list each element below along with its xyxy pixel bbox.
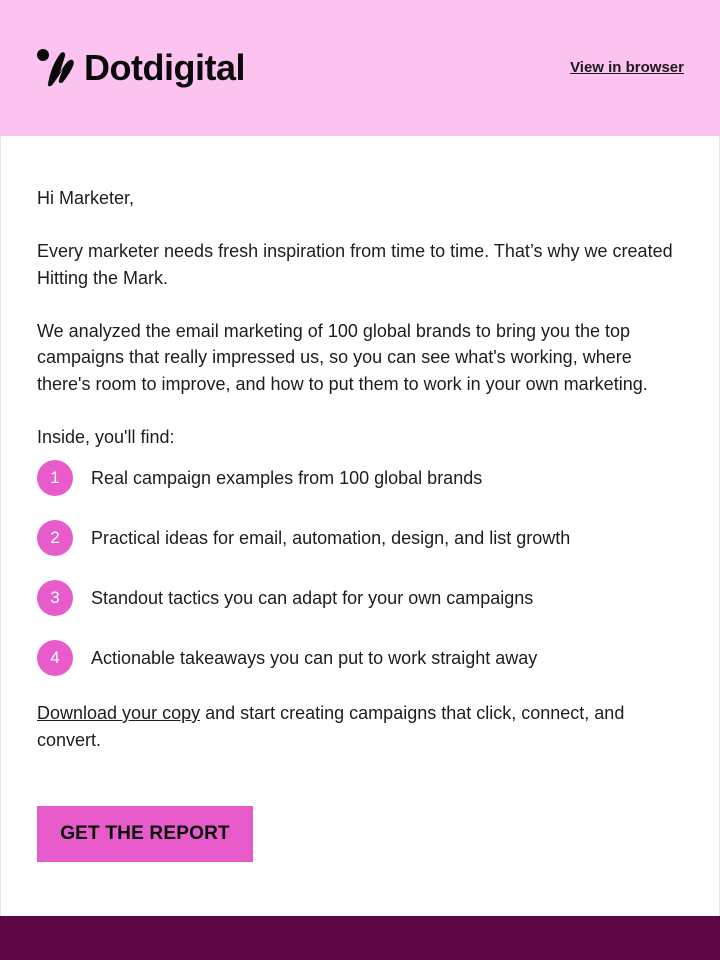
brand-logo[interactable] bbox=[36, 46, 245, 90]
dotdigital-logo-icon bbox=[36, 46, 76, 90]
number-badge: 1 bbox=[37, 460, 73, 496]
list-item-text: Standout tactics you can adapt for your own campaigns bbox=[91, 587, 534, 608]
list-item-text: Actionable takeaways you can put to work straight away bbox=[91, 647, 538, 668]
inside-heading: Inside, you'll find: bbox=[37, 426, 175, 447]
list-item-text: Real campaign examples from 100 global brands bbox=[91, 467, 483, 488]
download-paragraph bbox=[37, 700, 687, 753]
brand-name: Dotdigital bbox=[84, 47, 245, 88]
intro-paragraph: Every marketer needs fresh inspiration from time to time. That’s why we created Hitting the Mark. bbox=[37, 241, 673, 288]
get-report-button[interactable]: GET THE REPORT bbox=[37, 806, 253, 862]
list-item-text: Practical ideas for email, automation, design, and list growth bbox=[91, 527, 571, 548]
number-badge: 2 bbox=[37, 520, 73, 556]
number-badge: 3 bbox=[37, 580, 73, 616]
list-item bbox=[37, 460, 687, 496]
email-footer bbox=[0, 916, 720, 960]
list-item bbox=[37, 640, 687, 676]
feature-list bbox=[37, 460, 687, 676]
view-in-browser-link[interactable]: View in browser bbox=[570, 59, 684, 76]
greeting: Hi Marketer, bbox=[37, 188, 135, 208]
list-item bbox=[37, 580, 687, 616]
email-content bbox=[37, 185, 687, 780]
download-paragraph-text: and start creating campaigns that click, connect, and convert. bbox=[37, 703, 625, 750]
analysis-paragraph: We analyzed the email marketing of 100 global brands to bring you the top campaigns that really impressed us, so you can see what's working, where there's room to improve, and how to put them to work in your own marketing. bbox=[37, 320, 648, 394]
email-header bbox=[0, 0, 720, 136]
list-item bbox=[37, 520, 687, 556]
number-badge: 4 bbox=[37, 640, 73, 676]
download-copy-link[interactable]: Download your copy bbox=[37, 703, 201, 723]
